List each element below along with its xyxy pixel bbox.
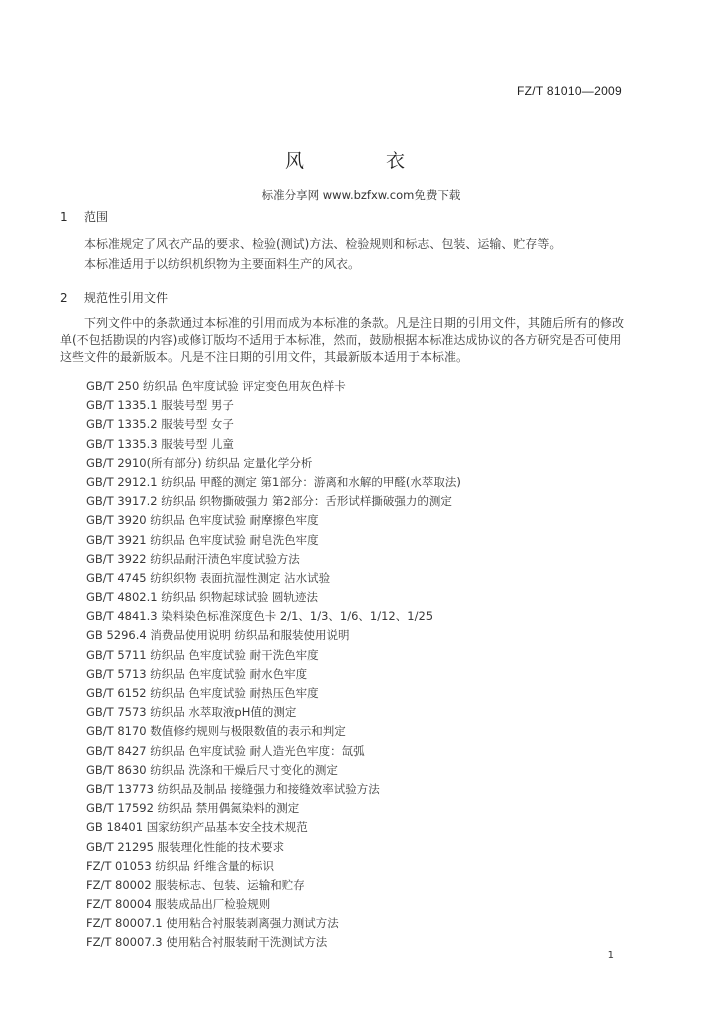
section-2-title: 规范性引用文件	[84, 291, 169, 305]
reference-item: GB/T 3920 纺织品 色牢度试验 耐摩擦色牢度	[86, 513, 319, 528]
reference-item: GB/T 4841.3 染料染色标准深度色卡 2/1、1/3、1/6、1/12、1/25	[86, 609, 434, 624]
reference-item: GB/T 3917.2 纺织品 织物撕破强力 第2部分：舌形试样撕破强力的测定	[86, 494, 452, 509]
section-1-paragraph-2: 本标准适用于以纺织机织物为主要面料生产的风衣。	[84, 257, 361, 271]
title-char-2: 衣	[385, 150, 405, 172]
reference-item: GB/T 2910(所有部分) 纺织品 定量化学分析	[86, 455, 313, 470]
reference-item: FZ/T 80007.3 使用粘合衬服装耐干洗测试方法	[86, 935, 328, 950]
section-1-paragraph-1: 本标准规定了风衣产品的要求、检验(测试)方法、检验规则和标志、包装、运输、贮存等。	[84, 237, 562, 251]
reference-item: GB/T 1335.2 服装号型 女子	[86, 417, 234, 432]
watermark-text: 标准分享网 www.bzfxw.com免费下载	[261, 188, 461, 202]
reference-item: GB/T 7573 纺织品 水萃取液pH值的测定	[86, 705, 297, 720]
standard-code: FZ/T 81010—2009	[516, 84, 622, 98]
reference-item: GB/T 4745 纺织织物 表面抗湿性测定 沾水试验	[86, 570, 331, 585]
reference-item: GB/T 5713 纺织品 色牢度试验 耐水色牢度	[86, 666, 308, 681]
reference-item: GB/T 3921 纺织品 色牢度试验 耐皂洗色牢度	[86, 532, 319, 547]
reference-item: GB/T 2912.1 纺织品 甲醛的测定 第1部分：游离和水解的甲醛(水萃取法)	[86, 474, 461, 489]
reference-item: GB/T 1335.1 服装号型 男子	[86, 398, 234, 413]
reference-item: GB/T 8170 数值修约规则与极限数值的表示和判定	[86, 724, 346, 739]
section-2-intro: 下列文件中的条款通过本标准的引用而成为本标准的条款。凡是注日期的引用文件，其随后所有的修改单(不包括勘误的内容)或修订版均不适用于本标准，然而，鼓励根据本标准达成协议的各方研究是否可使用这些文件的最新版本。凡是不注日期的引用文件，其最新版本适用于本标准。	[60, 316, 625, 364]
reference-item: GB 5296.4 消费品使用说明 纺织品和服装使用说明	[86, 628, 350, 643]
reference-item: GB 18401 国家纺织产品基本安全技术规范	[86, 820, 308, 835]
document-title	[285, 146, 405, 173]
reference-item: GB/T 4802.1 纺织品 织物起球试验 圆轨迹法	[86, 590, 319, 605]
reference-item: FZ/T 80004 服装成品出厂检验规则	[86, 897, 271, 912]
reference-item: GB/T 8630 纺织品 洗涤和干燥后尺寸变化的测定	[86, 762, 338, 777]
reference-item: FZ/T 01053 纺织品 纤维含量的标识	[86, 858, 274, 873]
reference-item: FZ/T 80002 服装标志、包装、运输和贮存	[86, 877, 305, 892]
reference-item: FZ/T 80007.1 使用粘合衬服装剥离强力测试方法	[86, 916, 339, 931]
reference-item: GB/T 21295 服装理化性能的技术要求	[86, 839, 285, 854]
section-1-heading	[60, 208, 108, 225]
reference-item: GB/T 8427 纺织品 色牢度试验 耐人造光色牢度：氙弧	[86, 743, 365, 758]
page-number: 1	[607, 950, 614, 961]
section-1-number: 1	[60, 210, 68, 224]
reference-item: GB/T 1335.3 服装号型 儿童	[86, 436, 234, 451]
reference-item: GB/T 6152 纺织品 色牢度试验 耐热压色牢度	[86, 686, 319, 700]
title-char-1: 风	[285, 150, 305, 172]
reference-item: GB/T 250 纺织品 色牢度试验 评定变色用灰色样卡	[86, 379, 346, 393]
reference-item: GB/T 13773 纺织品及制品 接缝强力和接缝效率试验方法	[86, 781, 380, 796]
reference-item: GB/T 5711 纺织品 色牢度试验 耐干洗色牢度	[86, 647, 319, 662]
reference-list	[86, 377, 461, 953]
reference-item: GB/T 17592 纺织品 禁用偶氮染料的测定	[86, 801, 300, 816]
reference-item: GB/T 3922 纺织品耐汗渍色牢度试验方法	[86, 551, 300, 566]
section-2-heading	[60, 289, 168, 306]
section-2-number: 2	[60, 291, 68, 305]
section-1-title: 范围	[84, 210, 109, 224]
